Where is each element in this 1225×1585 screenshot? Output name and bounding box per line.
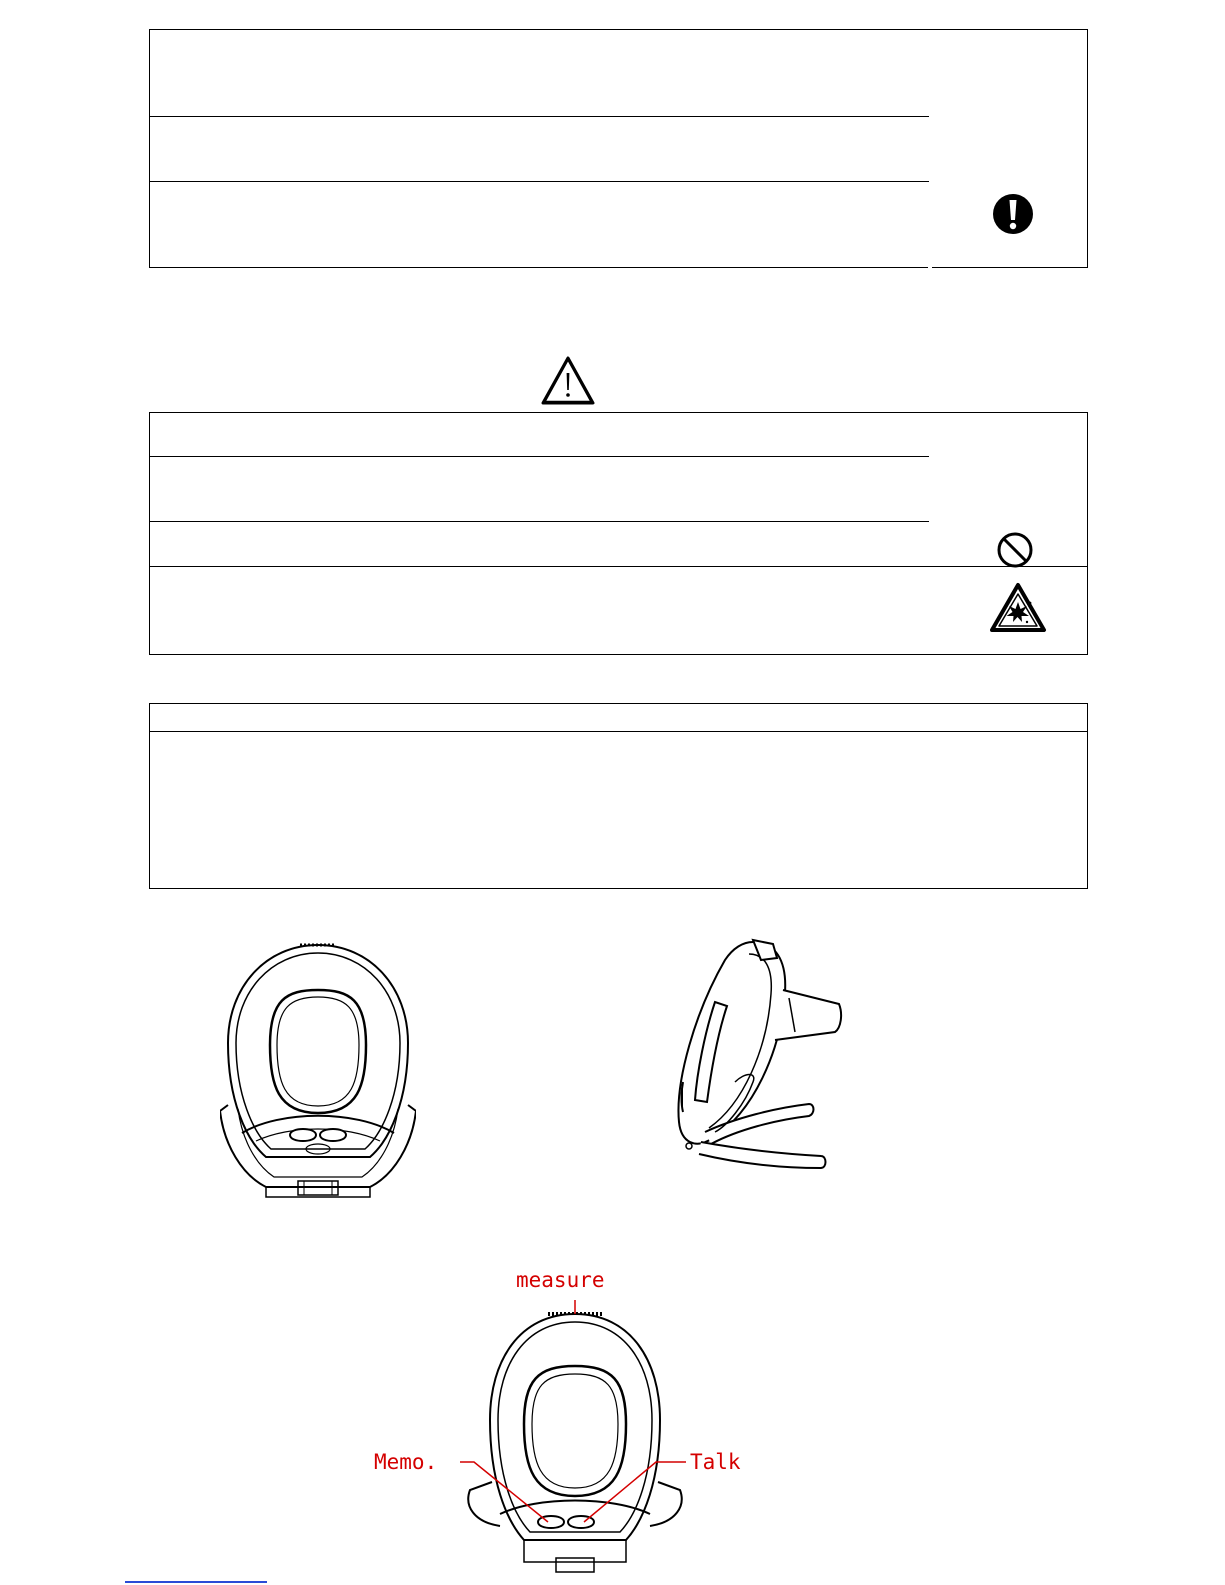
- measure-button-label: measure: [516, 1268, 605, 1292]
- box1-border-gap: [928, 266, 932, 269]
- notice-box-2: [149, 412, 1088, 655]
- memo-button-label: Memo.: [374, 1450, 438, 1474]
- exclamation-icon: [988, 190, 1038, 240]
- box2-row-divider-2: [149, 521, 929, 522]
- box2-row-divider-1: [149, 456, 929, 457]
- explosion-hazard-icon: [989, 582, 1047, 634]
- device-front-view-illustration: [220, 935, 416, 1199]
- box1-row-divider-1: [149, 116, 929, 117]
- box3-header-divider: [149, 731, 1088, 732]
- talk-button-label: Talk: [690, 1450, 741, 1474]
- footer-link-underline[interactable]: [125, 1581, 267, 1583]
- warning-triangle-icon: [540, 354, 596, 406]
- prohibition-icon: [995, 530, 1035, 570]
- device-labeled-diagram: [460, 1300, 690, 1585]
- box2-row-divider-3: [149, 566, 1088, 567]
- box1-row-divider-2: [149, 181, 929, 182]
- notice-box-1: [149, 29, 1088, 268]
- device-side-view-illustration: [665, 932, 845, 1172]
